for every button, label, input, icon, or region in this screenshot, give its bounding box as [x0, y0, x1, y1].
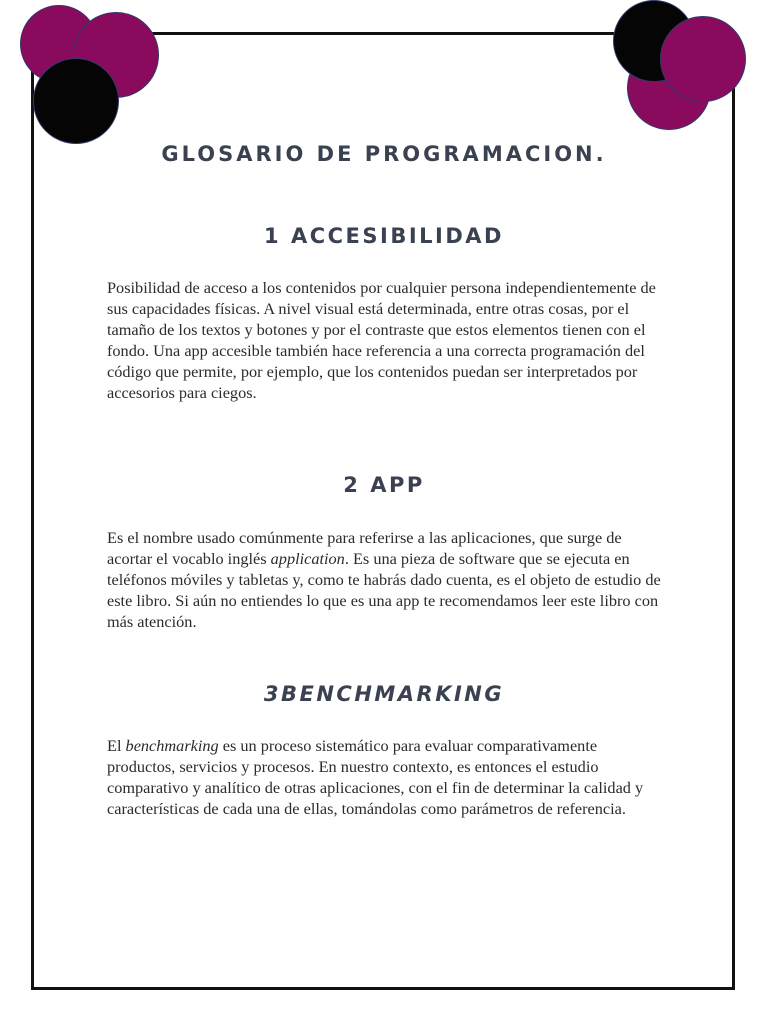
section-heading-benchmarking: 3BENCHMARKING	[263, 682, 505, 706]
page-frame	[31, 32, 735, 990]
emphasis-benchmarking: benchmarking	[125, 736, 219, 755]
section-body-benchmarking: El benchmarking es un proceso sistemático para evaluar comparativamente productos, servicios y procesos. En nuestro contexto, es entonces el estudio comparativo y analítico de otras aplicaciones, con el fin de determinar la calidad y características de cada una de ellas, tomándolas como parámetros de referencia.	[107, 736, 644, 818]
decorative-circle	[660, 16, 746, 102]
section-heading-accesibilidad: 1 ACCESIBILIDAD	[264, 224, 504, 248]
section-heading-app: 2 APP	[343, 473, 425, 497]
section-body-app: Es el nombre usado comúnmente para referirse a las aplicaciones, que surge de acortar el vocablo inglés application. Es una pieza de software que se ejecuta en teléfonos móviles y tabletas y, como te habrás dado cuenta, es el objeto de estudio de este libro. Si aún no entiendes lo que es una app te recomendamos leer este libro con más atención.	[107, 528, 661, 631]
section-body-accesibilidad: Posibilidad de acceso a los contenidos por cualquier persona independientemente de sus capacidades físicas. A nivel visual está determinada, entre otras cosas, por el tamaño de los textos y botones y por el contraste que estos elementos tienen con el fondo. Una app accesible también hace referencia a una correcta programación del código que permite, por ejemplo, que los contenidos puedan ser interpretados por accesorios para ciegos.	[107, 278, 656, 402]
emphasis-application: application	[270, 549, 345, 568]
decorative-circle	[33, 58, 119, 144]
page-title: GLOSARIO DE PROGRAMACION.	[161, 142, 607, 166]
